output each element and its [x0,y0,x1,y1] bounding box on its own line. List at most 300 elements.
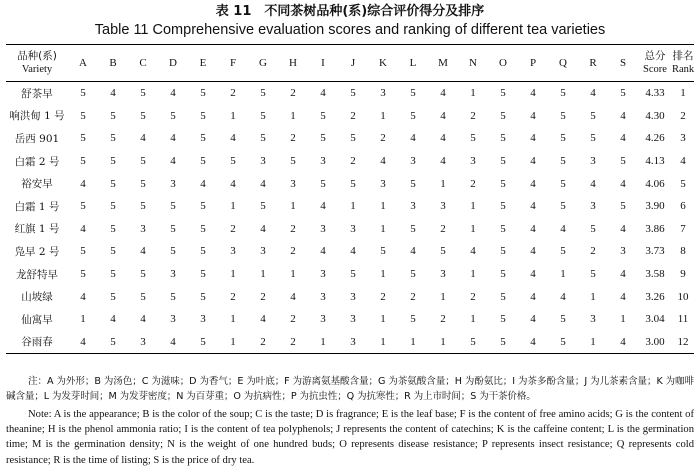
criterion-value-cell: 5 [80,268,86,281]
criterion-value-cell: 5 [110,109,116,122]
criterion-value-cell: 5 [80,200,86,213]
criterion-value-cell: 5 [290,155,296,168]
criterion-value-cell: 3 [320,222,326,235]
header-criterion-m: M [438,56,448,69]
criterion-value-cell: 3 [170,177,176,190]
criterion-value-cell: 5 [410,109,416,122]
criterion-value-cell: 1 [380,222,386,235]
criterion-value-cell: 4 [620,268,626,281]
criterion-value-cell: 4 [80,177,86,190]
criterion-value-cell: 5 [80,132,86,145]
criterion-value-cell: 5 [500,268,506,281]
criterion-value-cell: 2 [470,177,476,190]
criterion-value-cell: 5 [350,177,356,190]
table-notes [6,374,694,468]
criterion-value-cell: 4 [530,200,536,213]
criterion-value-cell: 2 [440,313,446,326]
score-cell: 4.30 [645,109,665,122]
score-cell: 4.06 [645,177,665,190]
variety-cell: 仙寓早 [21,313,53,326]
header-criterion-e: E [199,56,207,69]
criterion-value-cell: 4 [410,245,416,258]
criterion-value-cell: 4 [410,132,416,145]
criterion-value-cell: 5 [140,268,146,281]
criterion-value-cell: 4 [620,177,626,190]
score-cell: 3.00 [645,335,665,348]
criterion-value-cell: 2 [290,222,296,235]
criterion-value-cell: 3 [380,177,386,190]
criterion-value-cell: 2 [380,290,386,303]
criterion-value-cell: 1 [380,335,386,348]
criterion-value-cell: 5 [200,335,206,348]
header-criterion-n: N [469,56,477,69]
criterion-value-cell: 3 [350,335,356,348]
criterion-value-cell: 5 [500,87,506,100]
criterion-value-cell: 1 [410,335,416,348]
criterion-value-cell: 4 [110,87,116,100]
header-criterion-r: R [589,56,597,69]
criterion-value-cell: 1 [470,313,476,326]
criterion-value-cell: 5 [560,335,566,348]
criterion-value-cell: 4 [140,245,146,258]
criterion-value-cell: 5 [410,268,416,281]
criterion-value-cell: 3 [200,313,206,326]
criterion-value-cell: 3 [590,155,596,168]
criterion-value-cell: 5 [500,313,506,326]
criterion-value-cell: 5 [590,132,596,145]
score-cell: 3.86 [645,222,665,235]
score-cell: 4.13 [645,155,665,168]
criterion-value-cell: 5 [620,200,626,213]
criterion-value-cell: 2 [350,155,356,168]
criterion-value-cell: 3 [350,313,356,326]
rank-cell: 9 [680,268,686,281]
variety-cell: 红旗 1 号 [14,223,60,236]
note-cn: 注：A 为外形；B 为汤色；C 为滋味；D 为香气；E 为叶底；F 为游离氨基酸含量；G 为茶氨酸含量；H 为酚氨比；I 为茶多酚含量；J 为儿茶素含量；K 为咖啡碱含量；L 为发芽时间；M 为发芽密度；N 为百芽重；O 为抗病性；P 为抗虫性；Q 为抗寒性；R 为上市时间；S 为干茶价格。 [6,376,694,402]
criterion-value-cell: 2 [260,335,266,348]
table-title-cn: 表 11 不同茶树品种(系)综合评价得分及排序 [215,4,485,19]
criterion-value-cell: 5 [500,245,506,258]
criterion-value-cell: 4 [530,313,536,326]
criterion-value-cell: 1 [290,109,296,122]
rank-cell: 7 [680,222,686,235]
criterion-value-cell: 5 [140,177,146,190]
criterion-value-cell: 5 [200,87,206,100]
header-criterion-d: D [169,56,177,69]
header-score-cn: 总分 [644,50,666,62]
criterion-value-cell: 1 [80,313,86,326]
variety-cell: 舒茶早 [21,87,53,100]
criterion-value-cell: 3 [170,313,176,326]
criterion-value-cell: 5 [140,200,146,213]
criterion-value-cell: 4 [620,109,626,122]
variety-cell: 龙舒特早 [16,268,58,281]
header-score-en: Score [643,64,667,75]
criterion-value-cell: 5 [560,87,566,100]
criterion-value-cell: 5 [590,268,596,281]
criterion-value-cell: 4 [320,245,326,258]
criterion-value-cell: 4 [560,222,566,235]
criterion-value-cell: 1 [380,200,386,213]
criterion-value-cell: 4 [380,155,386,168]
rank-cell: 1 [680,87,686,100]
criterion-value-cell: 3 [380,87,386,100]
criterion-value-cell: 5 [560,132,566,145]
header-criterion-l: L [409,56,417,69]
criterion-value-cell: 3 [350,222,356,235]
criterion-value-cell: 5 [560,177,566,190]
criterion-value-cell: 3 [320,268,326,281]
criterion-value-cell: 2 [470,109,476,122]
criterion-value-cell: 4 [530,268,536,281]
criterion-value-cell: 4 [530,222,536,235]
criterion-value-cell: 4 [470,245,476,258]
evaluation-table [6,44,694,354]
criterion-value-cell: 1 [260,268,266,281]
criterion-value-cell: 5 [410,313,416,326]
table-row [6,105,694,128]
header-criterion-s: S [619,56,627,69]
variety-cell: 裕安早 [21,178,53,191]
header-criterion-b: B [109,56,117,69]
criterion-value-cell: 5 [80,245,86,258]
criterion-value-cell: 2 [290,87,296,100]
score-cell: 3.04 [645,313,665,326]
criterion-value-cell: 3 [290,177,296,190]
criterion-value-cell: 4 [560,290,566,303]
criterion-value-cell: 1 [440,335,446,348]
criterion-value-cell: 5 [560,155,566,168]
criterion-value-cell: 4 [320,87,326,100]
criterion-value-cell: 5 [560,109,566,122]
criterion-value-cell: 2 [290,313,296,326]
header-variety-en: Variety [21,64,53,75]
criterion-value-cell: 5 [560,313,566,326]
criterion-value-cell: 4 [140,313,146,326]
criterion-value-cell: 4 [230,132,236,145]
criterion-value-cell: 5 [470,335,476,348]
header-variety-cn: 品种(系) [17,50,57,62]
variety-cell: 响洪甸 1 号 [9,110,65,123]
criterion-value-cell: 4 [440,87,446,100]
criterion-value-cell: 1 [230,335,236,348]
criterion-value-cell: 5 [170,109,176,122]
criterion-value-cell: 5 [470,132,476,145]
criterion-value-cell: 4 [530,155,536,168]
table-row [6,218,694,241]
criterion-value-cell: 2 [260,290,266,303]
table-body [6,82,694,354]
criterion-value-cell: 5 [230,155,236,168]
header-criterion-h: H [289,56,297,69]
criterion-value-cell: 4 [620,335,626,348]
criterion-value-cell: 3 [320,155,326,168]
criterion-value-cell: 5 [320,177,326,190]
criterion-value-cell: 2 [470,290,476,303]
criterion-value-cell: 5 [110,155,116,168]
rank-cell: 3 [680,132,686,145]
criterion-value-cell: 4 [170,87,176,100]
criterion-value-cell: 1 [290,268,296,281]
criterion-value-cell: 1 [470,222,476,235]
table-row [6,240,694,263]
criterion-value-cell: 5 [140,290,146,303]
criterion-value-cell: 3 [230,245,236,258]
header-criterion-a: A [79,56,87,69]
header-criterion-q: Q [559,56,567,69]
criterion-value-cell: 4 [590,87,596,100]
criterion-value-cell: 1 [440,290,446,303]
rank-cell: 10 [677,290,689,303]
criterion-value-cell: 5 [500,222,506,235]
criterion-value-cell: 4 [260,177,266,190]
criterion-value-cell: 1 [590,335,596,348]
criterion-value-cell: 5 [140,155,146,168]
rank-cell: 12 [677,335,689,348]
criterion-value-cell: 1 [470,87,476,100]
criterion-value-cell: 5 [260,87,266,100]
criterion-value-cell: 4 [530,87,536,100]
header-rank-cn: 排名 [672,50,694,62]
criterion-value-cell: 1 [620,313,626,326]
score-cell: 3.58 [645,268,665,281]
criterion-value-cell: 5 [410,177,416,190]
criterion-value-cell: 5 [620,155,626,168]
rank-cell: 4 [680,155,686,168]
criterion-value-cell: 2 [590,245,596,258]
variety-cell: 山坡绿 [21,291,53,304]
criterion-value-cell: 5 [500,155,506,168]
criterion-value-cell: 5 [110,290,116,303]
criterion-value-cell: 3 [410,200,416,213]
criterion-value-cell: 4 [170,132,176,145]
criterion-value-cell: 3 [170,268,176,281]
criterion-value-cell: 5 [500,132,506,145]
score-cell: 4.33 [645,87,665,100]
criterion-value-cell: 1 [380,109,386,122]
criterion-value-cell: 3 [470,155,476,168]
criterion-value-cell: 3 [590,200,596,213]
criterion-value-cell: 5 [350,87,356,100]
rank-cell: 5 [680,177,686,190]
criterion-value-cell: 1 [290,200,296,213]
criterion-value-cell: 4 [530,245,536,258]
criterion-value-cell: 5 [350,132,356,145]
table-row [6,263,694,286]
variety-cell: 岳西 901 [14,132,60,145]
criterion-value-cell: 4 [530,177,536,190]
criterion-value-cell: 5 [260,132,266,145]
criterion-value-cell: 5 [440,245,446,258]
criterion-value-cell: 5 [110,132,116,145]
criterion-value-cell: 4 [530,109,536,122]
criterion-value-cell: 2 [230,87,236,100]
criterion-value-cell: 5 [500,290,506,303]
rank-cell: 2 [680,109,686,122]
criterion-value-cell: 5 [320,109,326,122]
criterion-value-cell: 3 [410,155,416,168]
variety-cell: 凫早 2 号 [14,245,60,258]
criterion-value-cell: 5 [170,245,176,258]
variety-cell: 白霜 1 号 [14,200,60,213]
criterion-value-cell: 4 [80,222,86,235]
table-header-row [6,45,694,82]
criterion-value-cell: 5 [380,245,386,258]
criterion-value-cell: 4 [440,109,446,122]
criterion-value-cell: 1 [440,177,446,190]
table-row [6,127,694,150]
criterion-value-cell: 5 [140,87,146,100]
criterion-value-cell: 5 [110,222,116,235]
criterion-value-cell: 3 [260,155,266,168]
criterion-value-cell: 5 [110,335,116,348]
criterion-value-cell: 5 [200,268,206,281]
criterion-value-cell: 5 [590,222,596,235]
table-row [6,331,694,354]
score-cell: 4.26 [645,132,665,145]
criterion-value-cell: 1 [230,268,236,281]
criterion-value-cell: 5 [560,245,566,258]
criterion-value-cell: 1 [470,200,476,213]
criterion-value-cell: 5 [110,200,116,213]
criterion-value-cell: 5 [200,109,206,122]
criterion-value-cell: 4 [620,222,626,235]
header-rank [672,45,694,82]
criterion-value-cell: 5 [260,109,266,122]
criterion-value-cell: 3 [440,268,446,281]
criterion-value-cell: 5 [170,222,176,235]
criterion-value-cell: 3 [140,222,146,235]
criterion-value-cell: 3 [140,335,146,348]
criterion-value-cell: 5 [80,87,86,100]
criterion-value-cell: 5 [80,109,86,122]
criterion-value-cell: 1 [380,268,386,281]
criterion-value-cell: 3 [350,290,356,303]
criterion-value-cell: 5 [200,200,206,213]
criterion-value-cell: 2 [230,222,236,235]
variety-cell: 谷雨春 [21,336,53,349]
score-cell: 3.26 [645,290,665,303]
header-criterion-o: O [499,56,507,69]
criterion-value-cell: 4 [620,132,626,145]
header-criterion-g: G [259,56,267,69]
criterion-value-cell: 4 [110,313,116,326]
header-criterion-c: C [139,56,147,69]
criterion-value-cell: 4 [170,155,176,168]
criterion-value-cell: 1 [320,335,326,348]
criterion-value-cell: 1 [470,268,476,281]
criterion-value-cell: 5 [410,87,416,100]
criterion-value-cell: 4 [590,177,596,190]
criterion-value-cell: 2 [410,290,416,303]
criterion-value-cell: 2 [290,132,296,145]
header-criterion-k: K [379,56,387,69]
criterion-value-cell: 5 [110,177,116,190]
criterion-value-cell: 3 [260,245,266,258]
criterion-value-cell: 1 [590,290,596,303]
criterion-value-cell: 1 [230,313,236,326]
table-row [6,150,694,173]
criterion-value-cell: 1 [350,200,356,213]
criterion-value-cell: 5 [500,200,506,213]
criterion-value-cell: 4 [140,132,146,145]
score-cell: 3.73 [645,245,665,258]
criterion-value-cell: 4 [350,245,356,258]
note-en: Note: A is the appearance; B is the color of the soup; C is the taste; D is fragrance; E is the leaf base; F is the content of free amino acids; G is the content of theanine; H is the phenol ammonia ratio; I is the content of tea polyphenols; J represents the content of catechins; K is the caffeine content; L is the germination time; M is the germination density; N is the weight of one hundred buds; O represents disease resistance; P represents insect resistance; Q represents cold resistance; R is the time of listing; S is the price of dry tea. [6,409,694,466]
criterion-value-cell: 4 [530,290,536,303]
criterion-value-cell: 3 [620,245,626,258]
header-score [638,45,672,82]
criterion-value-cell: 4 [320,200,326,213]
criterion-value-cell: 5 [500,109,506,122]
table-row [6,82,694,105]
criterion-value-cell: 5 [320,132,326,145]
header-criterion-p: P [529,56,537,69]
criterion-value-cell: 4 [620,290,626,303]
header-variety [6,45,68,82]
criterion-value-cell: 5 [110,268,116,281]
criterion-value-cell: 1 [230,109,236,122]
criterion-value-cell: 5 [200,155,206,168]
criterion-value-cell: 4 [260,313,266,326]
variety-cell: 白霜 2 号 [14,155,60,168]
criterion-value-cell: 5 [110,245,116,258]
criterion-value-cell: 2 [350,109,356,122]
criterion-value-cell: 3 [320,290,326,303]
criterion-value-cell: 1 [230,200,236,213]
criterion-value-cell: 5 [560,200,566,213]
criterion-value-cell: 5 [350,268,356,281]
criterion-value-cell: 5 [170,200,176,213]
criterion-value-cell: 4 [80,290,86,303]
criterion-value-cell: 5 [500,177,506,190]
criterion-value-cell: 5 [620,87,626,100]
criterion-value-cell: 4 [80,335,86,348]
table-row [6,308,694,331]
criterion-value-cell: 4 [530,335,536,348]
criterion-value-cell: 5 [140,109,146,122]
table-row [6,172,694,195]
criterion-value-cell: 2 [380,132,386,145]
criterion-value-cell: 1 [560,268,566,281]
criterion-value-cell: 3 [320,313,326,326]
criterion-value-cell: 5 [500,335,506,348]
rank-cell: 8 [680,245,686,258]
header-criterion-j: J [350,56,356,69]
rank-cell: 11 [677,313,689,326]
criterion-value-cell: 5 [200,245,206,258]
criterion-value-cell: 1 [380,313,386,326]
criterion-value-cell: 5 [590,109,596,122]
table-row [6,285,694,308]
header-rank-en: Rank [672,64,695,75]
criterion-value-cell: 5 [260,200,266,213]
criterion-value-cell: 4 [230,177,236,190]
criterion-value-cell: 5 [80,155,86,168]
table-title-en: Table 11 Comprehensive evaluation scores and ranking of different tea varieties [94,22,606,38]
table-row [6,195,694,218]
criterion-value-cell: 4 [260,222,266,235]
criterion-value-cell: 4 [440,155,446,168]
header-criterion-i: I [321,56,325,69]
criterion-value-cell: 5 [200,290,206,303]
criterion-value-cell: 4 [170,335,176,348]
criterion-value-cell: 2 [230,290,236,303]
criterion-value-cell: 5 [200,222,206,235]
criterion-value-cell: 5 [170,290,176,303]
criterion-value-cell: 3 [440,200,446,213]
criterion-value-cell: 2 [440,222,446,235]
